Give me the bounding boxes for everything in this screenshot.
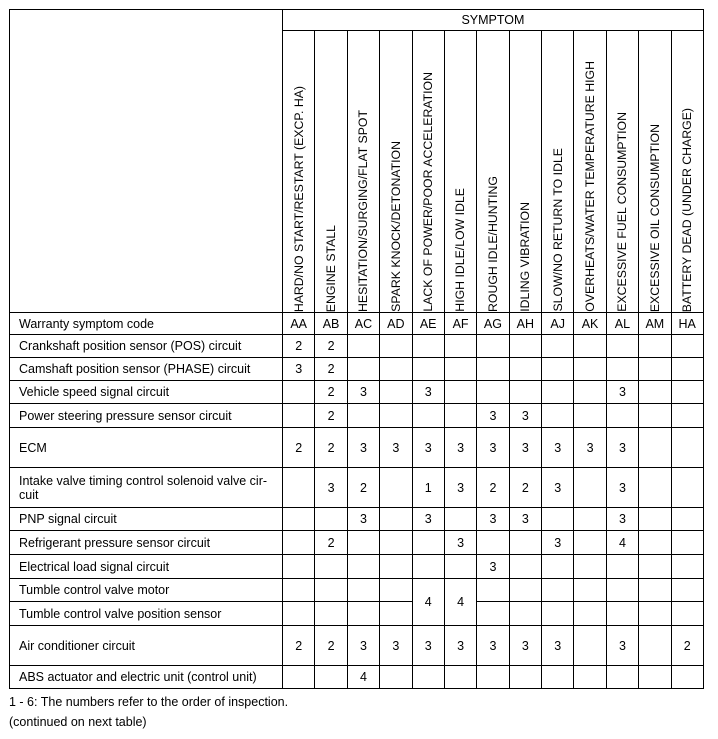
table-row [10, 358, 704, 381]
table-cell [509, 335, 541, 358]
table-cell [347, 602, 379, 626]
table-cell [606, 555, 638, 579]
table-row [10, 508, 704, 531]
table-cell: 3 [347, 626, 379, 666]
table-cell [412, 666, 444, 689]
table-cell: AA [283, 313, 315, 335]
table-cell: 2 [315, 335, 347, 358]
table-row [10, 602, 704, 626]
table-cell: 3 [315, 468, 347, 508]
table-cell: 2 [315, 404, 347, 428]
table-cell: AD [380, 313, 412, 335]
table-cell [444, 381, 476, 404]
table-cell: 3 [444, 428, 476, 468]
table-cell [639, 358, 671, 381]
table-cell [671, 508, 703, 531]
row-label: Intake valve timing control solenoid valve cir-cuit [10, 468, 283, 508]
table-cell [380, 381, 412, 404]
row-label: Electrical load signal circuit [10, 555, 283, 579]
table-cell [671, 428, 703, 468]
symptom-name: EXCESSIVE FUEL CONSUMPTION [615, 112, 630, 312]
continued-note: (continued on next table) [9, 715, 147, 729]
table-cell [380, 508, 412, 531]
table-cell: 3 [574, 428, 606, 468]
table-cell: 2 [671, 626, 703, 666]
table-cell: 3 [509, 428, 541, 468]
table-cell [671, 579, 703, 602]
table-cell [477, 602, 509, 626]
table-cell [509, 602, 541, 626]
corner-cell [10, 10, 283, 313]
table-cell [283, 602, 315, 626]
table-cell [542, 602, 574, 626]
symptom-column-header [444, 31, 476, 313]
table-cell: 3 [380, 626, 412, 666]
table-cell: 3 [509, 404, 541, 428]
table-cell: 3 [444, 531, 476, 555]
table-cell [380, 579, 412, 602]
table-cell [671, 381, 703, 404]
table-cell [283, 381, 315, 404]
table-cell [444, 555, 476, 579]
row-label: Camshaft position sensor (PHASE) circuit [10, 358, 283, 381]
symptom-column-header [542, 31, 574, 313]
table-cell: 2 [283, 335, 315, 358]
table-cell: 3 [509, 626, 541, 666]
table-cell [477, 358, 509, 381]
table-row [10, 555, 704, 579]
table-cell: 3 [509, 508, 541, 531]
symptom-column-header [477, 31, 509, 313]
table-cell: AF [444, 313, 476, 335]
table-cell [509, 358, 541, 381]
table-cell [315, 666, 347, 689]
row-label: ABS actuator and electric unit (control unit) [10, 666, 283, 689]
table-cell [639, 468, 671, 508]
row-label: Warranty symptom code [10, 313, 283, 335]
table-cell: 2 [509, 468, 541, 508]
table-cell [574, 626, 606, 666]
table-cell [444, 666, 476, 689]
table-cell [574, 381, 606, 404]
table-cell [542, 381, 574, 404]
symptom-column-header [347, 31, 379, 313]
table-cell: 3 [606, 626, 638, 666]
table-cell: 3 [477, 626, 509, 666]
table-cell [671, 555, 703, 579]
table-cell [639, 579, 671, 602]
table-cell: 3 [412, 626, 444, 666]
row-label: PNP signal circuit [10, 508, 283, 531]
table-cell [509, 531, 541, 555]
table-cell: 3 [380, 428, 412, 468]
table-cell [444, 335, 476, 358]
table-cell [412, 358, 444, 381]
table-cell [412, 555, 444, 579]
symptom-column-header [283, 31, 315, 313]
row-label: Power steering pressure sensor circuit [10, 404, 283, 428]
table-cell [542, 508, 574, 531]
symptom-column-header [412, 31, 444, 313]
table-cell: AG [477, 313, 509, 335]
symptom-matrix-table [9, 9, 704, 689]
table-cell: AB [315, 313, 347, 335]
table-cell [542, 404, 574, 428]
table-cell: 3 [412, 508, 444, 531]
table-cell: AK [574, 313, 606, 335]
table-cell [606, 579, 638, 602]
table-cell [283, 531, 315, 555]
table-cell [380, 602, 412, 626]
table-cell [509, 579, 541, 602]
table-cell [412, 404, 444, 428]
table-cell [671, 335, 703, 358]
table-cell [477, 579, 509, 602]
table-cell [347, 358, 379, 381]
table-cell [542, 666, 574, 689]
table-cell [606, 335, 638, 358]
table-cell [380, 531, 412, 555]
table-cell [444, 404, 476, 428]
symptom-column-header [639, 31, 671, 313]
table-cell [315, 555, 347, 579]
table-cell [315, 508, 347, 531]
table-cell [671, 404, 703, 428]
table-cell: AH [509, 313, 541, 335]
table-row [10, 468, 704, 508]
table-cell: HA [671, 313, 703, 335]
table-cell: 3 [412, 381, 444, 404]
table-cell [574, 531, 606, 555]
table-cell: 4 [412, 579, 444, 626]
row-label: Tumble control valve position sensor [10, 602, 283, 626]
symptom-column-header [380, 31, 412, 313]
table-row [10, 579, 704, 602]
table-cell: 3 [347, 381, 379, 404]
table-cell: 3 [444, 468, 476, 508]
table-cell [639, 508, 671, 531]
symptom-header: SYMPTOM [283, 10, 704, 31]
table-cell [283, 666, 315, 689]
table-cell: 3 [542, 531, 574, 555]
table-cell: 3 [477, 428, 509, 468]
table-cell [283, 555, 315, 579]
table-cell: 2 [347, 468, 379, 508]
table-cell [283, 579, 315, 602]
table-cell [444, 358, 476, 381]
table-cell [509, 666, 541, 689]
table-cell [671, 468, 703, 508]
table-cell [380, 666, 412, 689]
table-cell [574, 666, 606, 689]
table-row [10, 381, 704, 404]
table-cell: 3 [542, 468, 574, 508]
table-cell [347, 404, 379, 428]
table-cell: 3 [444, 626, 476, 666]
table-cell [606, 666, 638, 689]
table-cell: 2 [283, 626, 315, 666]
table-cell [671, 666, 703, 689]
table-cell [671, 602, 703, 626]
table-cell [283, 468, 315, 508]
table-cell [380, 404, 412, 428]
table-cell [606, 404, 638, 428]
row-label: Vehicle speed signal circuit [10, 381, 283, 404]
symptom-name: HARD/NO START/RESTART (EXCP. HA) [291, 85, 306, 312]
table-cell: 2 [315, 626, 347, 666]
table-cell [380, 555, 412, 579]
table-cell [574, 404, 606, 428]
symptom-column-header [574, 31, 606, 313]
table-cell: 2 [315, 428, 347, 468]
table-cell [509, 381, 541, 404]
symptom-column-header [671, 31, 703, 313]
table-cell [671, 531, 703, 555]
table-cell: 2 [315, 531, 347, 555]
table-cell: 3 [606, 468, 638, 508]
table-cell: AE [412, 313, 444, 335]
table-cell [283, 404, 315, 428]
table-cell [380, 468, 412, 508]
table-cell [639, 602, 671, 626]
table-cell [639, 666, 671, 689]
symptom-name: EXCESSIVE OIL CONSUMPTION [647, 123, 662, 312]
table-cell [606, 602, 638, 626]
table-cell: 3 [477, 404, 509, 428]
table-cell [639, 626, 671, 666]
table-cell: 3 [477, 508, 509, 531]
table-cell [542, 579, 574, 602]
table-cell [606, 358, 638, 381]
row-label: Refrigerant pressure sensor circuit [10, 531, 283, 555]
table-cell [574, 335, 606, 358]
table-cell [347, 579, 379, 602]
table-row [10, 404, 704, 428]
table-cell [542, 555, 574, 579]
table-cell [574, 602, 606, 626]
table-cell: 3 [347, 508, 379, 531]
table-cell [347, 335, 379, 358]
table-cell [509, 555, 541, 579]
table-cell: 3 [542, 626, 574, 666]
row-label: ECM [10, 428, 283, 468]
table-cell [315, 602, 347, 626]
table-cell: 3 [542, 428, 574, 468]
symptom-name: ENGINE STALL [323, 224, 338, 312]
table-cell [542, 335, 574, 358]
table-body [10, 313, 704, 689]
table-cell [347, 555, 379, 579]
table-cell [639, 555, 671, 579]
table-cell: 4 [347, 666, 379, 689]
warranty-code-row [10, 313, 704, 335]
symptom-name: HIGH IDLE/LOW IDLE [453, 188, 468, 312]
table-cell: 2 [283, 428, 315, 468]
symptom-name: ROUGH IDLE/HUNTING [485, 176, 500, 312]
table-cell: 2 [315, 358, 347, 381]
table-cell: AL [606, 313, 638, 335]
symptom-name: SPARK KNOCK/DETONATION [388, 141, 403, 312]
symptom-header-row [10, 10, 704, 31]
table-cell: AC [347, 313, 379, 335]
table-cell: 1 [412, 468, 444, 508]
table-cell [283, 508, 315, 531]
row-label: Tumble control valve motor [10, 579, 283, 602]
symptom-column-header [315, 31, 347, 313]
table-row [10, 531, 704, 555]
table-cell [574, 508, 606, 531]
table-cell: 3 [606, 381, 638, 404]
table-cell [477, 531, 509, 555]
table-cell [347, 531, 379, 555]
footnote: 1 - 6: The numbers refer to the order of inspection. [9, 695, 289, 709]
row-label: Crankshaft position sensor (POS) circuit [10, 335, 283, 358]
symptom-name: SLOW/NO RETURN TO IDLE [550, 148, 565, 312]
table-cell: 4 [606, 531, 638, 555]
symptom-column-header [509, 31, 541, 313]
table-cell: 3 [412, 428, 444, 468]
table-cell [639, 381, 671, 404]
table-cell: 4 [444, 579, 476, 626]
table-cell: 3 [606, 508, 638, 531]
table-cell: 3 [347, 428, 379, 468]
table-cell [671, 358, 703, 381]
table-cell: 2 [477, 468, 509, 508]
symptom-column-header [606, 31, 638, 313]
table-cell: AJ [542, 313, 574, 335]
table-cell: 2 [315, 381, 347, 404]
table-cell [477, 381, 509, 404]
table-cell [542, 358, 574, 381]
symptom-name: LACK OF POWER/POOR ACCELERATION [421, 72, 436, 312]
symptom-name: OVERHEATS/WATER TEMPERATURE HIGH [582, 61, 597, 312]
table-cell [639, 531, 671, 555]
table-row [10, 626, 704, 666]
table-cell [315, 579, 347, 602]
table-cell: AM [639, 313, 671, 335]
table-cell [380, 358, 412, 381]
table-cell [574, 579, 606, 602]
table-cell: 3 [606, 428, 638, 468]
symptom-name: HESITATION/SURGING/FLAT SPOT [356, 109, 371, 312]
table-cell [444, 508, 476, 531]
table-cell [639, 428, 671, 468]
symptom-name: BATTERY DEAD (UNDER CHARGE) [680, 107, 695, 312]
table-cell [412, 531, 444, 555]
table-cell [477, 666, 509, 689]
table-cell [380, 335, 412, 358]
table-cell [574, 555, 606, 579]
table-cell [639, 404, 671, 428]
symptom-name: IDLING VIBRATION [518, 202, 533, 312]
row-label: Air conditioner circuit [10, 626, 283, 666]
table-row [10, 666, 704, 689]
table-cell: 3 [283, 358, 315, 381]
table-cell [574, 358, 606, 381]
table-cell [477, 335, 509, 358]
table-cell [639, 335, 671, 358]
table-row [10, 335, 704, 358]
table-cell: 3 [477, 555, 509, 579]
table-row [10, 428, 704, 468]
table-cell [574, 468, 606, 508]
table-cell [412, 335, 444, 358]
